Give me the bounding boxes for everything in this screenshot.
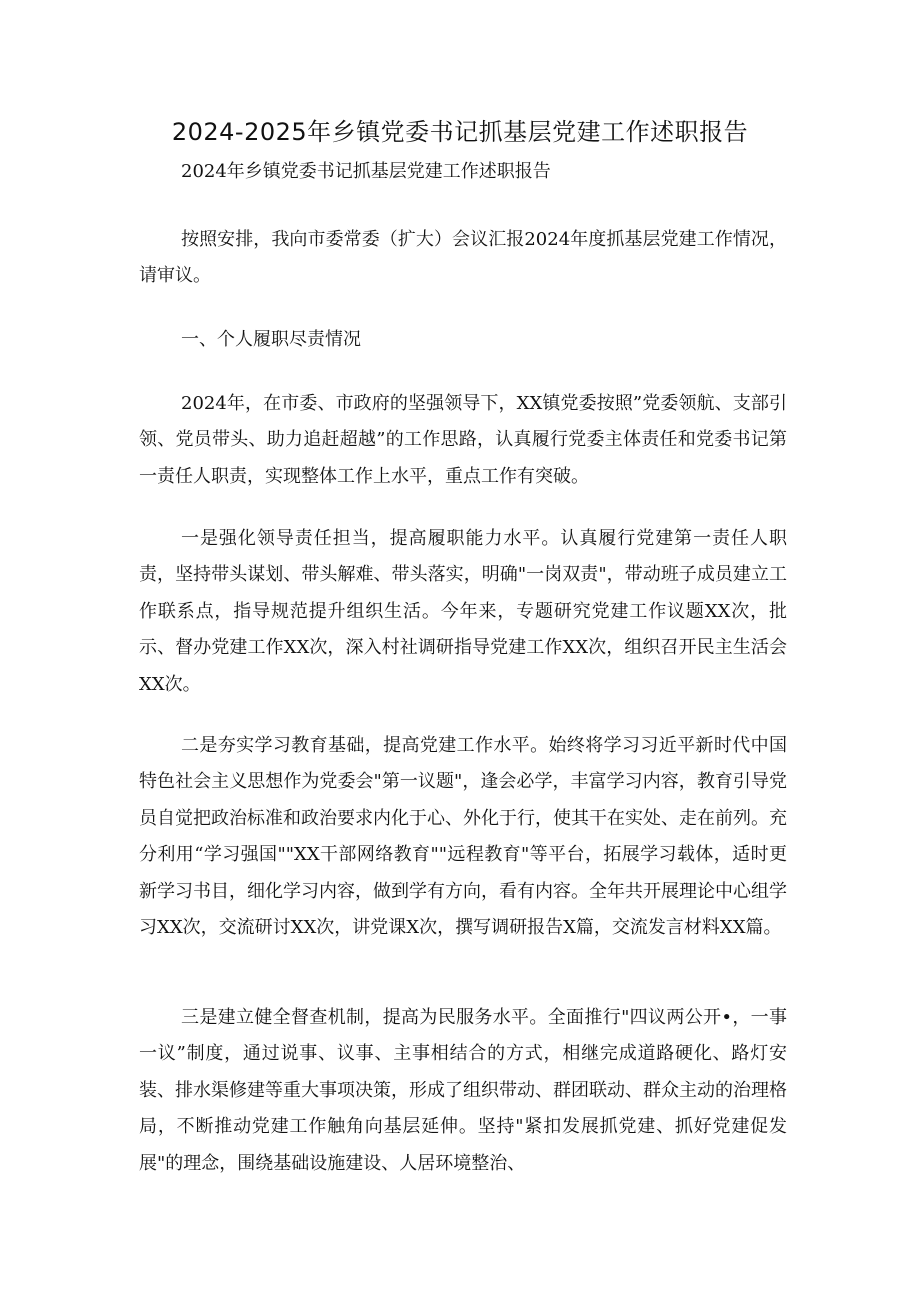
document-subtitle: 2024年乡镇党委书记抓基层党建工作述职报告 <box>181 161 551 182</box>
intro-paragraph: 按照安排，我向市委常委（扩大）会议汇报2024年度抓基层党建工作情况，请审议。 <box>139 229 787 287</box>
third-point-paragraph: 三是建立健全督查机制，提高为民服务水平。全面推行"四议两公开•，一事一议”制度，通过说事、议事、主事相结合的方式，相继完成道路硬化、路灯安装、排水渠修建等重大事项决策，形成了组织带动、群团联动、群众主动的治理格局，不断推动党建工作触角向基层延伸。坚持"紧扣发展抓党建、抓好党建促发展"的理念，围绕基础设施建设、人居环境整治、 <box>139 1007 787 1174</box>
document-title: 2024-2025年乡镇党委书记抓基层党建工作述职报告 <box>171 118 749 146</box>
section-heading: 一、个人履职尽责情况 <box>181 329 361 350</box>
second-point-paragraph: 二是夯实学习教育基础，提高党建工作水平。始终将学习习近平新时代中国特色社会主义思想作为党委会"第一议题"，逢会必学，丰富学习内容，教育引导党员自觉把政治标准和政治要求内化于心、外化于行，使其干在实处、走在前列。充分利用“学习强国""XX干部网络教育""远程教育"等平台，拓展学习载体，适时更新学习书目，细化学习内容，做到学有方向，看有内容。全年共开展理论中心组学习XX次，交流研讨XX次，讲党课X次，撰写调研报告X篇，交流发言材料XX篇。 <box>139 735 787 939</box>
overview-paragraph: 2024年，在市委、市政府的坚强领导下，XX镇党委按照”党委领航、支部引领、党员带头、助力追赶超越”的工作思路，认真履行党委主体责任和党委书记第一责任人职责，实现整体工作上水平，重点工作有突破。 <box>139 393 787 487</box>
first-point-paragraph: 一是强化领导责任担当，提高履职能力水平。认真履行党建第一责任人职责，坚持带头谋划、带头解难、带头落实，明确"一岗双责"，带动班子成员建立工作联系点，指导规范提升组织生活。今年来，专题研究党建工作议题XX次，批示、督办党建工作XX次，深入村社调研指导党建工作XX次，组织召开民主生活会XX次。 <box>139 528 787 695</box>
